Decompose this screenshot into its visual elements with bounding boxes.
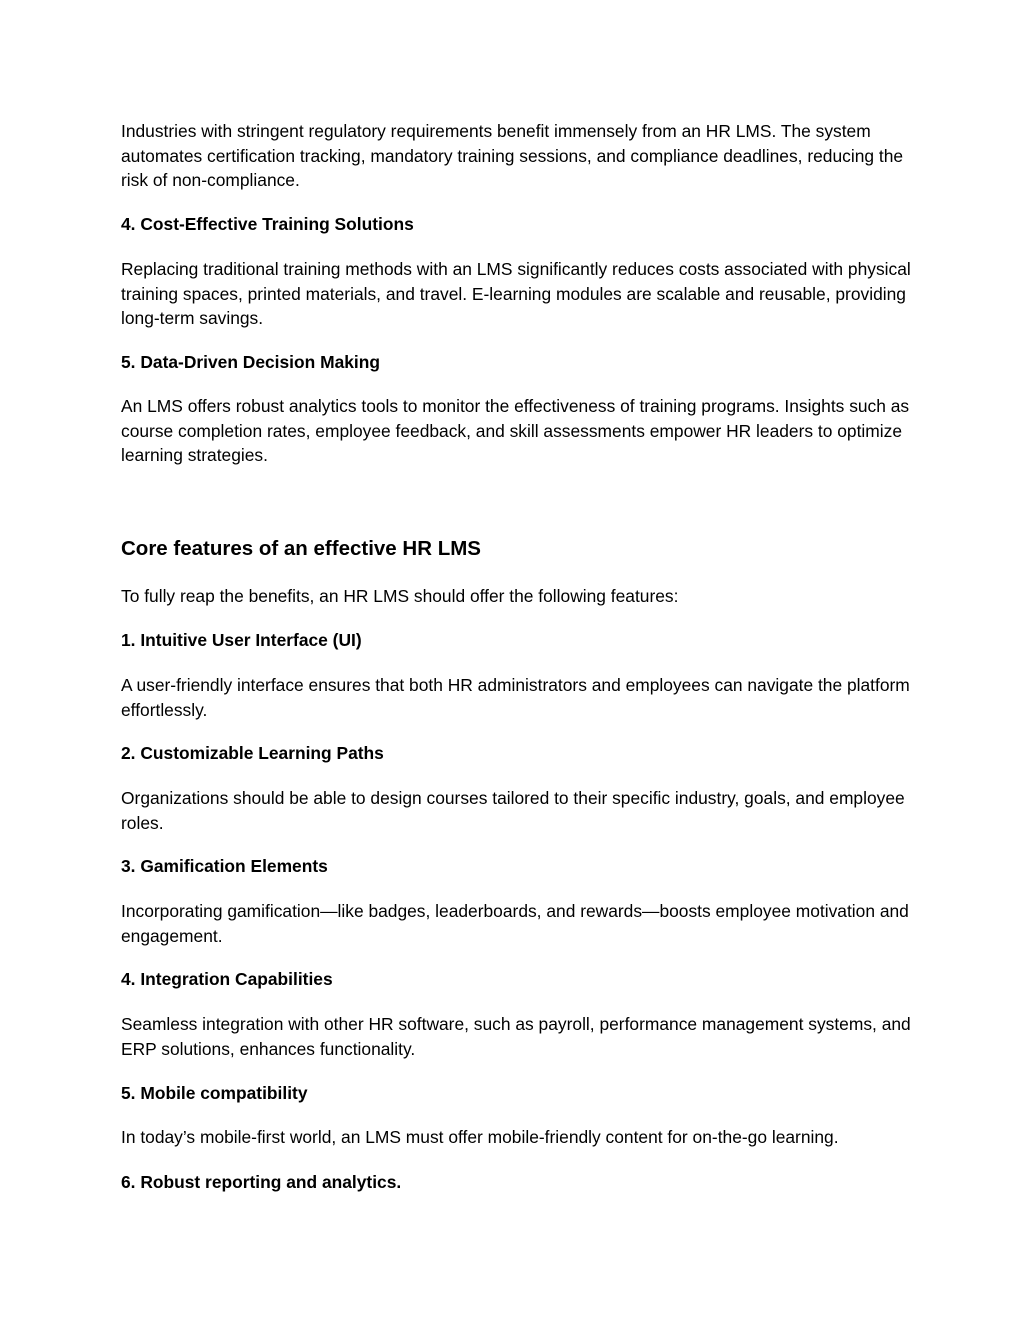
core-features-intro: To fully reap the benefits, an HR LMS should offer the following features: [121,586,679,606]
reporting-subheading: 6. Robust reporting and analytics. [121,1172,402,1192]
data-driven-subheading: 5. Data-Driven Decision Making [121,352,380,372]
data-driven-paragraph: An LMS offers robust analytics tools to monitor the effectiveness of training programs. Insights such as course completion rates, employee feedback, and skill assessments empower HR leaders to optimize learning strategies. [121,396,910,465]
learning-paths-paragraph: Organizations should be able to design courses tailored to their specific industry, goals, and employee roles. [121,788,905,833]
mobile-paragraph: In today’s mobile-first world, an LMS must offer mobile-friendly content for on-the-go learning. [121,1127,839,1147]
integration-subheading: 4. Integration Capabilities [121,969,333,989]
gamification-subheading: 3. Gamification Elements [121,856,328,876]
cost-effective-paragraph: Replacing traditional training methods with an LMS significantly reduces costs associated with physical training spaces, printed materials, and travel. E-learning modules are scalable and reusable, providing long-term savings. [121,259,911,328]
gamification-paragraph: Incorporating gamification—like badges, leaderboards, and rewards—boosts employee motivation and engagement. [121,901,909,946]
mobile-subheading: 5. Mobile compatibility [121,1083,308,1103]
cost-effective-subheading: 4. Cost-Effective Training Solutions [121,214,414,234]
learning-paths-subheading: 2. Customizable Learning Paths [121,743,384,763]
core-features-heading: Core features of an effective HR LMS [121,537,481,560]
integration-paragraph: Seamless integration with other HR software, such as payroll, performance management systems, and ERP solutions, enhances functionality. [121,1014,911,1059]
ui-paragraph: A user-friendly interface ensures that both HR administrators and employees can navigate the platform effortlessly. [121,675,910,720]
ui-subheading: 1. Intuitive User Interface (UI) [121,630,362,650]
compliance-paragraph: Industries with stringent regulatory requirements benefit immensely from an HR LMS. The system automates certification tracking, mandatory training sessions, and compliance deadlines, reducing the risk of non-compliance. [121,121,904,190]
